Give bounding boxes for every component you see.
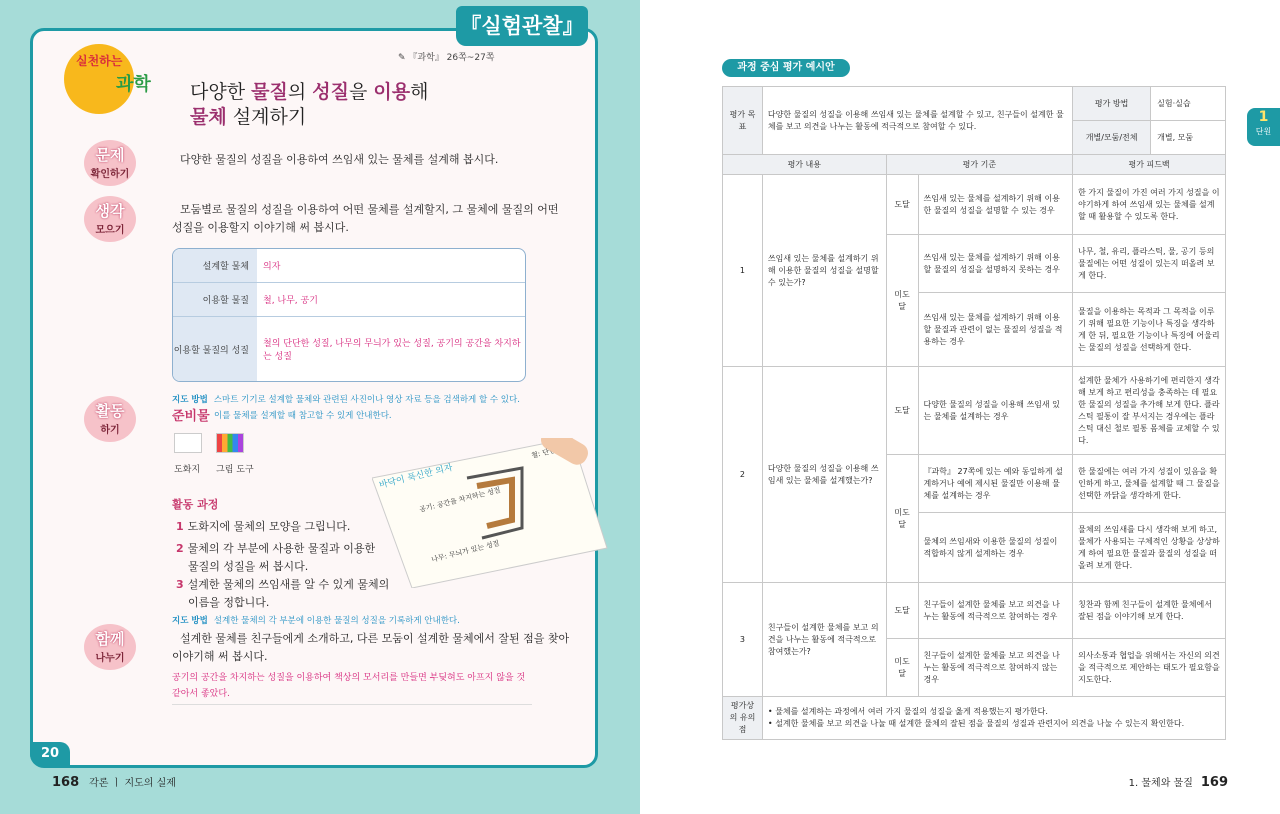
feedback-text: 칭찬과 함께 친구들이 설계한 물체에서 잘된 점을 이야기해 보게 한다.: [1073, 583, 1226, 639]
sketch-title: 바닥이 푹신한 의자: [378, 462, 454, 491]
reference-text: 『과학』 26쪽~27쪽: [408, 53, 495, 63]
title-part: 설계하기: [226, 106, 307, 128]
title-part: 의: [287, 81, 313, 103]
level-label: 미도달: [886, 455, 918, 583]
tag-title: 활동: [95, 402, 125, 420]
method-label: 평가 방법: [1073, 87, 1151, 120]
design-header: 설계할 물체: [173, 249, 257, 282]
footer-text: 각론 ㅣ 지도의 실제: [89, 778, 176, 789]
title-part: 을: [348, 81, 374, 103]
criterion-text: 다양한 물질의 성질을 이용해 쓰임새 있는 물체를 설계하는 경우: [918, 367, 1073, 455]
tag-think: [84, 196, 136, 242]
step-1: [176, 518, 350, 536]
step-text: 이름을 정합니다.: [188, 596, 270, 609]
note-item: • 설계한 물체를 보고 의견을 나눌 때 설계한 물체의 잘된 점을 물질의 성질과 관련지어 의견을 나눌 수 있는지 확인한다.: [767, 719, 1185, 728]
think-text-2: 성질을 이용할지 이야기해 써 봅시다.: [172, 221, 349, 234]
title-part: 다양한: [190, 81, 252, 103]
design-row: [173, 283, 525, 317]
criterion-text: 쓰임새 있는 물체를 설계하기 위해 이용한 물질의 성질을 설명할 수 있는 경우: [918, 175, 1073, 235]
step-number: 3: [176, 578, 184, 591]
design-row: [173, 249, 525, 283]
step-text: 도화지에 물체의 모양을 그립니다.: [187, 520, 351, 533]
title-keyword: 이용: [373, 81, 411, 103]
design-value: 철, 나무, 공기: [263, 296, 318, 306]
title-keyword: 성질: [312, 81, 349, 103]
step-number: 2: [176, 542, 184, 555]
lesson-title: [190, 80, 428, 130]
feedback-text: 물체의 쓰임새를 다시 생각해 보게 하고, 물체가 사용되는 구체적인 상황을 상상하게 하여 필요한 물질과 물질의 성질을 떠올려 보게 한다.: [1073, 513, 1226, 583]
right-footer: [1129, 774, 1228, 790]
table-row: [723, 87, 1226, 121]
feedback-text: 나무, 철, 유리, 플라스틱, 물, 공기 등의 물질에는 어떤 성질이 있는지 떠올려 보게 한다.: [1073, 235, 1226, 293]
page-badge: 20: [30, 742, 70, 766]
sample-answer-line: 공기의 공간을 차지하는 성질을 이용하여 책상의 모서리를 만들면 부딪혀도 아프지 않을 것: [172, 673, 526, 683]
unit-label: 단원: [1255, 127, 1272, 136]
guide-label: 지도 방법: [172, 616, 208, 626]
notes-cell: [762, 697, 1225, 740]
textbook-reference: ✎ 『과학』 26쪽~27쪽: [398, 53, 495, 63]
level-label: 미도달: [886, 639, 918, 697]
criterion-text: 쓰임새 있는 물체를 설계하기 위해 이용할 물질과 관련이 없는 물질의 성질을 적용하는 경우: [918, 293, 1073, 367]
title-line-1: [190, 80, 428, 105]
step-text: 물체의 각 부분에 사용한 물질과 이용한: [187, 542, 376, 555]
title-keyword: 물질: [251, 81, 288, 103]
title-line-2: [190, 105, 428, 130]
column-header: 평가 내용: [723, 155, 887, 175]
logo: [64, 44, 170, 108]
sample-answer: [172, 670, 532, 705]
title-part: 해: [410, 81, 429, 103]
design-row: [173, 317, 525, 381]
column-header: 평가 기준: [886, 155, 1073, 175]
page-number: 168: [52, 775, 80, 790]
page-number: 169: [1200, 775, 1228, 790]
tag-problem: [84, 140, 136, 186]
design-table: [172, 248, 526, 382]
level-label: 미도달: [886, 235, 918, 367]
guide-note-3: [172, 614, 460, 626]
header-row: [723, 155, 1226, 175]
table-row: [723, 175, 1226, 235]
sample-answer-line: 같아서 좋았다.: [172, 689, 230, 699]
level-label: 도달: [886, 367, 918, 455]
goal-text: 다양한 물질의 성질을 이용해 쓰임새 있는 물체를 설계할 수 있고, 친구들이 설계한 물체를 보고 의견을 나누는 활동에 적극적으로 참여할 수 있다.: [762, 87, 1072, 155]
feedback-text: 한 가지 물질이 가진 여러 가지 성질을 이야기하게 하여 쓰임새 있는 물체를 설계할 때 활용할 수 있도록 한다.: [1073, 175, 1226, 235]
unit-number: 1: [1258, 109, 1269, 125]
criterion-text: 친구들이 설계한 물체를 보고 의견을 나누는 활동에 적극적으로 참여하지 않는 경우: [918, 639, 1073, 697]
design-value: 의자: [263, 262, 281, 272]
sketch-label: 공기: 공간을 차지하는 성질: [418, 485, 502, 514]
logo-big-text: 과학: [116, 74, 151, 95]
tag-title: 생각: [95, 202, 125, 220]
prep-label: 준비물: [172, 409, 210, 424]
criterion-text: 물체의 쓰임새와 이용한 물질의 성질이 적합하지 않게 설계하는 경우: [918, 513, 1073, 583]
guide-label: 지도 방법: [172, 395, 208, 405]
problem-text: 다양한 물질의 성질을 이용하여 쓰임새 있는 물체를 설계해 봅시다.: [180, 153, 499, 166]
item-content: 쓰임새 있는 물체를 설계하기 위해 이용한 물질의 성질을 설명할 수 있는가?: [762, 175, 886, 367]
item-number: 1: [723, 175, 763, 367]
design-value: 철의 단단한 성질, 나무의 무늬가 있는 성질, 공기의 공간을 차지하는 성질: [263, 339, 521, 362]
chair-sketch-image: [372, 438, 612, 588]
sketch-label: 철:: [530, 449, 542, 460]
tag-sub: 모으기: [95, 225, 125, 236]
tag-share: [84, 624, 136, 670]
notes-label: 평가상의 유의점: [723, 697, 763, 740]
tag-title: 함께: [95, 630, 125, 648]
think-text-1: 모둠별로 물질의 성질을 이용하여 어떤 물체를 설계할지, 그 물체에 물질의 어떤: [180, 203, 559, 216]
notes-row: [723, 697, 1226, 740]
criterion-text: 친구들이 설계한 물체를 보고 의견을 나누는 활동에 적극적으로 참여하는 경우: [918, 583, 1073, 639]
method-cell: [1073, 87, 1226, 121]
tag-sub: 나누기: [95, 653, 125, 664]
item-number: 2: [723, 367, 763, 583]
item-number: 3: [723, 583, 763, 697]
group-cell: [1073, 121, 1226, 155]
step-3: [176, 576, 389, 612]
step-text: 설계한 물체의 쓰임새를 알 수 있게 물체의: [187, 578, 390, 591]
step-text: 물질의 성질을 써 봅시다.: [188, 560, 309, 573]
tag-sub: 하기: [100, 425, 120, 436]
level-label: 도달: [886, 583, 918, 639]
level-label: 도달: [886, 175, 918, 235]
share-text-2: 이야기해 써 봅시다.: [172, 650, 268, 663]
note-item: • 물체를 설계하는 과정에서 여러 가지 물질의 성질을 옳게 적용했는지 평가한다.: [767, 707, 1048, 716]
feedback-text: 설계한 물체가 사용하기에 편리한지 생각해 보게 하고 편리성을 충족하는 데 필요한 물질의 성질을 추가해 보게 한다. 플라스틱 필통이 잘 부서지는 경우에는 플라스틱 대신 철로 필통 몸체를 교체할 수 있다.: [1073, 367, 1226, 455]
material-label: 도화지: [174, 465, 201, 475]
goal-label: 평가 목표: [723, 87, 763, 155]
step-number: 1: [176, 520, 184, 533]
column-header: 평가 피드백: [1073, 155, 1226, 175]
title-keyword: 물체: [190, 106, 227, 128]
criterion-text: 쓰임새 있는 물체를 설계하기 위해 이용할 물질의 성질을 설명하지 못하는 경우: [918, 235, 1073, 293]
left-footer: [52, 774, 176, 790]
table-row: [723, 367, 1226, 455]
assessment-table: [722, 86, 1226, 740]
feedback-text: 한 물질에는 여러 가지 성질이 있음을 확인하게 하고, 물체를 설계할 때 그 물질을 선택한 까닭을 생각하게 한다.: [1073, 455, 1226, 513]
item-content: 다양한 물질의 성질을 이용해 쓰임새 있는 물체를 설계했는가?: [762, 367, 886, 583]
guide-note-1: [172, 393, 520, 405]
process-title: 활동 과정: [172, 498, 219, 511]
section-banner: 『실험관찰』: [456, 6, 588, 46]
feedback-text: 의사소통과 협업을 위해서는 자신의 의견을 적극적으로 제안하는 태도가 필요함을 지도한다.: [1073, 639, 1226, 697]
drawing-paper-icon: [174, 433, 202, 453]
guide-text: 스마트 기기로 설계할 물체와 관련된 사진이나 영상 자료 등을 검색하게 할 수 있다.: [213, 395, 520, 405]
note-text: 설계한 물체를 보고 의견을 나눌 때 설계한 물체의 잘된 점을 물질의 성질과 관련지어 의견을 나눌 수 있는지 확인한다.: [775, 719, 1185, 728]
material-label: 그림 도구: [216, 465, 254, 475]
design-header: 이용할 물질의 성질: [173, 317, 257, 381]
guide-text: 설계한 물체의 각 부분에 이용한 물질의 성질을 기록하게 안내한다.: [213, 616, 460, 626]
feedback-text: 물질을 이용하는 목적과 그 목적을 이루기 위해 필요한 기능이나 특징을 생각하게 한 뒤, 필요한 기능이나 특징에 어울리는 물질의 성질을 선택하게 한다.: [1073, 293, 1226, 367]
unit-side-tab: [1247, 108, 1280, 146]
table-row: [723, 583, 1226, 639]
group-label: 개별/모둠/전체: [1073, 121, 1151, 154]
guide-note-2: 이를 물체를 설계할 때 참고할 수 있게 안내한다.: [214, 411, 392, 421]
note-text: 물체를 설계하는 과정에서 여러 가지 물질의 성질을 옳게 적용했는지 평가한다.: [775, 707, 1048, 716]
sketch-label: 나무: 무늬가 있는 성질: [430, 539, 501, 564]
method-value: 실험·실습: [1157, 98, 1191, 108]
tag-activity: [84, 396, 136, 442]
step-2: [176, 540, 375, 576]
footer-text: 1. 물체와 물질: [1128, 778, 1193, 789]
design-header: 이용할 물질: [173, 283, 257, 316]
drawing-tools-icon: [216, 433, 244, 453]
item-content: 친구들이 설계한 물체를 보고 의견을 나누는 활동에 적극적으로 참여했는가?: [762, 583, 886, 697]
assessment-tag: 과정 중심 평가 예시안: [722, 59, 850, 77]
logo-small-text: 실천하는: [76, 54, 123, 68]
criterion-text: 『과학』 27쪽에 있는 예와 동일하게 설계하거나 예에 제시된 물질만 이용해 물체를 설계하는 경우: [918, 455, 1073, 513]
tag-title: 문제: [95, 146, 125, 164]
tag-sub: 확인하기: [90, 169, 130, 180]
share-text-1: 설계한 물체를 친구들에게 소개하고, 다른 모둠이 설계한 물체에서 잘된 점을 찾아: [180, 632, 570, 645]
group-value: 개별, 모둠: [1157, 132, 1194, 142]
